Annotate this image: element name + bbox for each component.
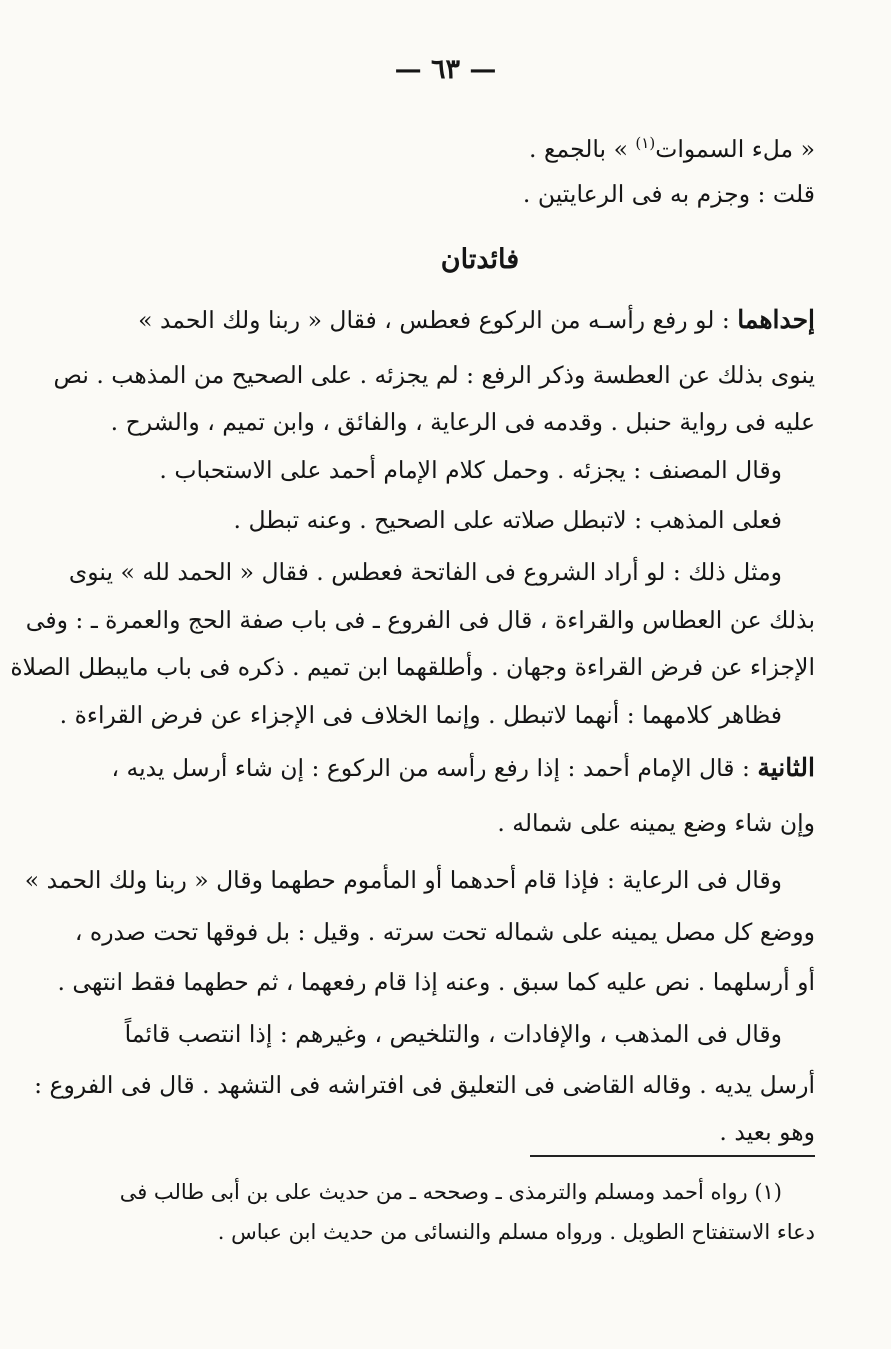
text-line bbox=[111, 748, 815, 790]
text-line bbox=[53, 355, 815, 397]
text-line bbox=[233, 500, 782, 542]
line-text: : لو رفع رأسـه من الركوع فعطس ، فقال « ربنا ولك الحمد » bbox=[138, 306, 738, 334]
text-line bbox=[68, 552, 782, 594]
line-text: أرسل يديه . وقاله القاضى فى التعليق فى افتراشه فى التشهد . قال فى الفروع : bbox=[34, 1071, 815, 1099]
line-text: بذلك عن العطاس والقراءة ، قال فى الفروع ـ فى باب صفة الحج والعمرة ـ : وفى bbox=[25, 606, 815, 634]
line-text: (١) رواه أحمد ومسلم والترمذى ـ وصححه ـ من حديث على بن أبى طالب فى bbox=[119, 1180, 782, 1204]
line-text: وقال فى المذهب ، والإفادات ، والتلخيص ، وغيرهم : إذا انتصب قائماً bbox=[124, 1020, 782, 1048]
page-number: — ٦٣ — bbox=[394, 54, 497, 85]
text-line bbox=[470, 174, 815, 216]
footnote-ref: (١) bbox=[635, 134, 656, 152]
line-text: عليه فى رواية حنبل . وقدمه فى الرعاية ، والفائق ، وابن تميم ، والشرح . bbox=[110, 408, 815, 436]
line-text: » بالجمع . bbox=[529, 134, 636, 163]
line-text: ومثل ذلك : لو أراد الشروع فى الفاتحة فعطس . فقال « الحمد لله » ينوى bbox=[68, 558, 782, 586]
line-text: وإن شاء وضع يمينه على شماله . bbox=[497, 809, 815, 837]
text-line bbox=[74, 912, 815, 954]
line-text: أو أرسلهما . نص عليه كما سبق . وعنه إذا قام رفعهما ، ثم حطهما فقط انتهى . bbox=[57, 968, 815, 996]
lead-word: إحداهما bbox=[737, 305, 815, 334]
text-line bbox=[10, 647, 815, 689]
text-line bbox=[57, 962, 815, 1004]
line-text: قلت : وجزم به فى الرعايتين . bbox=[522, 180, 815, 208]
line-text: فعلى المذهب : لاتبطل صلاته على الصحيح . وعنه تبطل . bbox=[233, 506, 782, 534]
footnote-line bbox=[217, 1212, 815, 1254]
footnote-line bbox=[119, 1172, 782, 1214]
text-line bbox=[24, 860, 782, 902]
text-line bbox=[497, 803, 815, 845]
section-heading bbox=[380, 240, 580, 282]
footnote-divider bbox=[530, 1155, 815, 1157]
line-text: الإجزاء عن فرض القراءة وجهان . وأطلقهما ابن تميم . ذكره فى باب مايبطل الصلاة bbox=[10, 653, 815, 681]
line-text: وقال فى الرعاية : فإذا قام أحدهما أو المأموم حطهما وقال « ربنا ولك الحمد » bbox=[24, 866, 782, 894]
text-line bbox=[680, 1112, 815, 1154]
line-text: دعاء الاستفتاح الطويل . ورواه مسلم والنسائى من حديث ابن عباس . bbox=[217, 1220, 815, 1244]
line-text: فائدتان bbox=[440, 244, 520, 275]
line-text: : قال الإمام أحمد : إذا رفع رأسه من الركوع : إن شاء أرسل يديه ، bbox=[111, 754, 758, 782]
text-line bbox=[25, 600, 815, 642]
text-line bbox=[34, 1065, 815, 1107]
line-text: ووضع كل مصل يمينه على شماله تحت سرته . وقيل : بل فوقها تحت صدره ، bbox=[74, 918, 815, 946]
text-line bbox=[124, 1014, 782, 1056]
line-text: وقال المصنف : يجزئه . وحمل كلام الإمام أحمد على الاستحباب . bbox=[159, 456, 782, 484]
text-line bbox=[110, 402, 815, 444]
line-text: ينوى بذلك عن العطسة وذكر الرفع : لم يجزئه . على الصحيح من المذهب . نص bbox=[53, 361, 815, 389]
line-text: « ملء السموات bbox=[655, 134, 815, 163]
line-text: فظاهر كلامهما : أنهما لاتبطل . وإنما الخلاف فى الإجزاء عن فرض القراءة . bbox=[59, 701, 782, 729]
text-line bbox=[159, 450, 782, 492]
text-line bbox=[520, 123, 815, 165]
line-text: وهو بعيد . bbox=[719, 1118, 815, 1146]
text-line bbox=[138, 300, 815, 342]
lead-word: الثانية bbox=[757, 753, 815, 782]
text-line bbox=[59, 695, 782, 737]
